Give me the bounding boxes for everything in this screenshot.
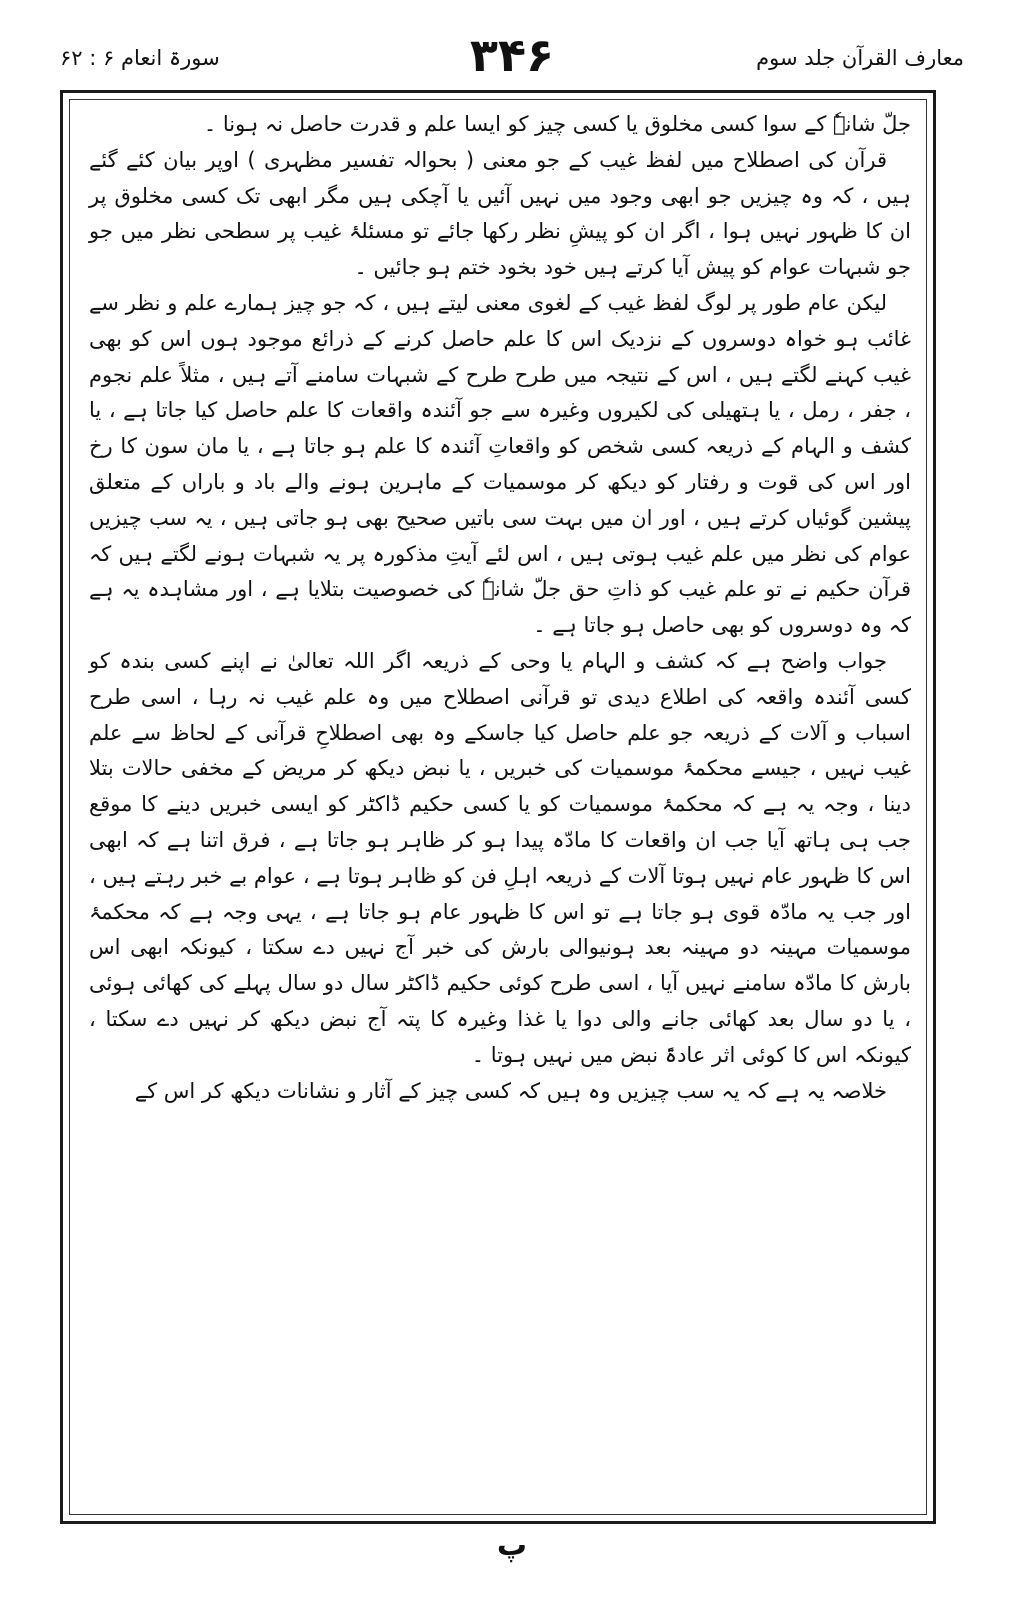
paragraph-3: لیکن عام طور پر لوگ لفظ غیب کے لغوی معنی لیتے ہیں ، کہ جو چیز ہمارے علم و نظر سے غائب ہو خواہ دوسروں کے نزدیک اس کا علم حاصل کرنے کے ذرائع موجود ہوں اس کو بھی غیب کہنے لگتے ہیں ، اس کے نتیجہ میں طرح طرح کے شبہات سامنے آتے ہیں ، مثلاً علم نجوم ، جفر ، رمل ، یا ہتھیلی کی لکیروں وغیرہ سے جو آئندہ واقعات کا علم حاصل کیا جاتا ہے ، یا کشف و الہام کے ذریعہ کسی شخص کو واقعاتِ آئندہ کا علم ہو جاتا ہے ، یا مان سون کا رخ اور اس کی قوت و رفتار کو دیکھ کر موسمیات کے ماہرین ہونے والے باد و باراں کے متعلق پیشین گوئیاں کرتے ہیں ، اور ان میں بہت سی باتیں صحیح بھی ہو جاتی ہیں ، یہ سب چیزیں عوام کی نظر میں علم غیب ہوتی ہیں ، اس لئے آیتِ مذکورہ پر یہ شبہات ہونے لگتے ہیں کہ قرآن حکیم نے تو علم غیب کو ذاتِ حق جلّ شانہٗ کی خصوصیت بتلایا ہے ، اور مشاہدہ یہ ہے کہ وہ دوسروں کو بھی حاصل ہو جاتا ہے ۔ — [89, 290, 911, 638]
page-number: ۳۴۶ — [469, 28, 555, 82]
paragraph-1: جلّ شانہٗ کے سوا کسی مخلوق یا کسی چیز کو ایسا علم و قدرت حاصل نہ ہونا ۔ — [203, 112, 911, 136]
surah-reference: سورۃ انعام ۶ : ۶۲ — [60, 46, 220, 70]
page-header — [60, 28, 964, 88]
book-title: معارف القرآن جلد سوم — [756, 46, 964, 70]
signature-mark: پ — [496, 1528, 528, 1563]
paragraph-2: قرآن کی اصطلاح میں لفظ غیب کے جو معنی ( بحوالہ تفسیر مظہری ) اوپر بیان کئے گئے ہیں ، کہ وہ چیزیں جو ابھی وجود میں نہیں آئیں یا آچکی ہیں مگر ابھی تک کسی مخلوق پر ان کا ظہور نہیں ہوا ، اگر ان کو پیشِ نظر رکھا جائے تو مسئلۂ غیب پر سطحی نظر میں جو جو شبہات عوام کو پیش آیا کرتے ہیں خود بخود ختم ہو جائیں ۔ — [89, 147, 911, 280]
paragraph-5: خلاصہ یہ ہے کہ یہ سب چیزیں وہ ہیں کہ کسی چیز کے آثار و نشانات دیکھ کر اس کے — [134, 1078, 887, 1103]
text-frame — [60, 90, 936, 1524]
paragraph-4: جواب واضح ہے کہ کشف و الہام یا وحی کے ذریعہ اگر اللہ تعالیٰ نے اپنے کسی بندہ کو کسی آئندہ واقعہ کی اطلاع دیدی تو قرآنی اصطلاح میں وہ علم غیب نہ رہا ، اسی طرح اسباب و آلات کے ذریعہ جو علم حاصل کیا جاسکے وہ بھی اصطلاحِ قرآنی کے لحاظ سے علم غیب نہیں ، جیسے محکمۂ موسمیات کی خبریں ، یا نبض دیکھ کر مریض کے مخفی حالات بتلا دینا ، وجہ یہ ہے کہ محکمۂ موسمیات کو یا کسی حکیم ڈاکٹر کو ایسی خبریں دینے کا موقع جب ہی ہاتھ آیا جب ان واقعات کا مادّہ پیدا ہو کر ظاہر ہو جاتا ہے ، فرق اتنا ہے کہ ابھی اس کا ظہور عام نہیں ہوتا آلات کے ذریعہ اہلِ فن کو ظاہر ہوتا ہے ، عوام بے خبر رہتے ہیں ، اور جب یہ مادّہ قوی ہو جاتا ہے تو اس کا ظہور عام ہو جاتا ہے ، یہی وجہ ہے کہ محکمۂ موسمیات مہینہ دو مہینہ بعد ہونیوالی بارش کی خبر آج نہیں دے سکتا ، کیونکہ ابھی اس بارش کا مادّہ سامنے نہیں آیا ، اسی طرح کوئی حکیم ڈاکٹر سال دو سال پہلے کی کھائی ہوئی ، یا دو سال بعد کھائی جانے والی دوا یا غذا وغیرہ کا پتہ آج نبض دیکھ کر نہیں دے سکتا ، کیونکہ اس کا کوئی اثر عادۃً نبض میں نہیں ہوتا ۔ — [89, 648, 911, 1067]
body-text — [89, 107, 911, 1109]
